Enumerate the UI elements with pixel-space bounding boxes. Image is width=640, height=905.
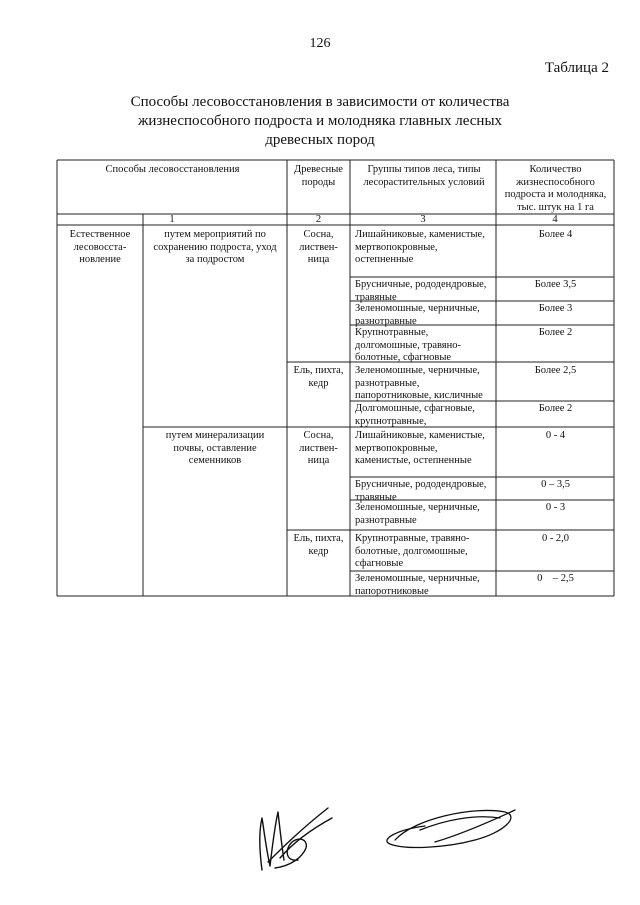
species-cell: Ель, пихта, кедр: [293, 533, 344, 557]
sub-method-cell: путем мероприятий по сохранению подроста, уход за подростом: [153, 229, 277, 265]
amount-cell: 0 – 2,5: [537, 573, 574, 584]
column-number-4: 4: [552, 214, 558, 225]
table-title-line-3: древесных пород: [265, 132, 375, 148]
forest-type-cell: Крупнотравные, травяно-болотные, долгомошные, сфагновые: [355, 533, 470, 569]
header-species: Древесные породы: [294, 164, 343, 188]
table-label: Таблица 2: [544, 60, 609, 76]
amount-cell: 0 - 2,0: [541, 533, 570, 544]
sub-method-cell: путем минерализации почвы, оставление семенников: [165, 430, 265, 466]
page-number: 126: [309, 36, 331, 51]
amount-cell: Более 2: [538, 403, 573, 414]
amount-cell: Более 3,5: [534, 279, 577, 290]
forest-type-cell: Лишайниковые, каменистые, мертвопокровные, каменистые, остепненные: [355, 430, 485, 466]
forest-type-cell: Зеленомошные, черничные, разнотравные: [355, 502, 480, 526]
amount-cell: 0 - 4: [545, 430, 566, 441]
species-cell: Ель, пихта, кедр: [293, 365, 344, 389]
header-forest-types: Группы типов леса, типы лесорастительных условий: [363, 164, 485, 188]
forest-type-cell: Зеленомошные, черничные, папоротниковые: [355, 573, 480, 597]
signature-left: [240, 800, 340, 875]
column-number-2: 2: [315, 214, 322, 225]
species-cell: Сосна, листвен-ница: [299, 430, 338, 466]
table-title-line-2: жизнеспособного подроста и молодняка главных лесных: [137, 113, 503, 129]
header-amount: Количество жизнеспособного подроста и молодняка, тыс. штук на 1 га: [504, 164, 607, 213]
column-number-1: 1: [169, 214, 175, 225]
forest-type-cell: Зеленомошные, черничные, разнотравные, папоротниковые, кисличные: [355, 365, 483, 401]
forest-type-cell: Лишайниковые, каменистые, мертвопокровные, остепненные: [355, 229, 485, 265]
column-number-3: 3: [420, 214, 426, 225]
amount-cell: Более 2,5: [534, 365, 577, 376]
amount-cell: 0 - 3: [545, 502, 566, 513]
amount-cell: Более 2: [538, 327, 573, 338]
forest-type-cell: Брусничные, рододендровые, травяные: [355, 479, 487, 503]
amount-cell: Более 4: [538, 229, 573, 240]
amount-cell: Более 3: [538, 303, 573, 314]
forest-type-cell: Брусничные, рододендровые, травяные: [355, 279, 487, 303]
forest-type-cell: Зеленомошные, черничные, разнотравные: [355, 303, 480, 327]
header-methods: Способы лесовосстановления: [105, 164, 240, 175]
table-title-line-1: Способы лесовосстановления в зависимости от количества: [130, 94, 510, 110]
amount-cell: 0 – 3,5: [541, 479, 570, 490]
forest-type-cell: Крупнотравные, долгомошные, травяно-болотные, сфагновые: [355, 327, 461, 363]
forest-type-cell: Долгомошные, сфагновые, крупнотравные,: [355, 403, 475, 427]
signature-right: [375, 800, 525, 860]
species-cell: Сосна, листвен-ница: [299, 229, 338, 265]
method-cell: Естественное лесовосста-новление: [69, 229, 131, 265]
